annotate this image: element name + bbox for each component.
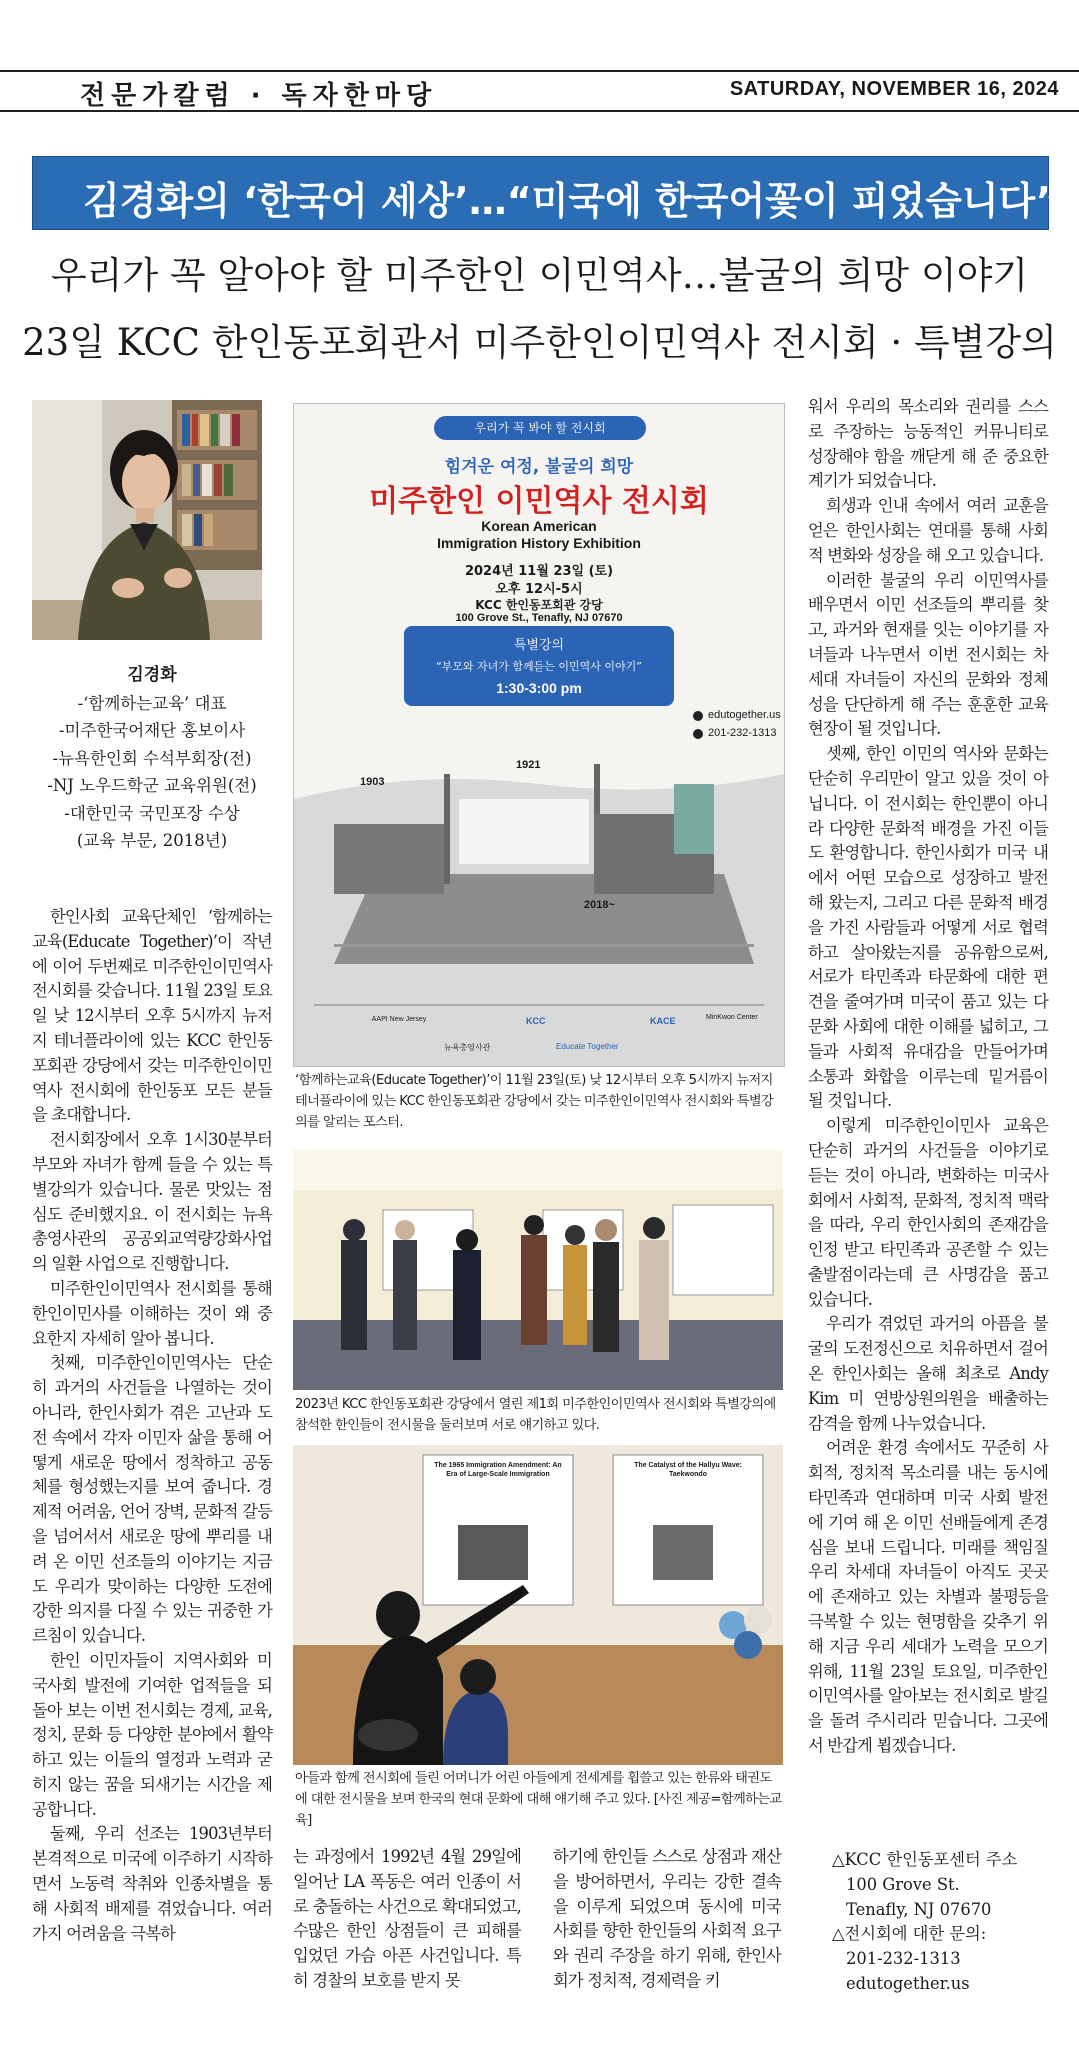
body-paragraph: 어려운 환경 속에서도 꾸준히 사회적, 정치적 목소리를 내는 동시에 타민족과 연대하며 미국 사회 발전에 기여 해 온 이민 선배들에게 존경심을 보내 드립니다. 미래를 책임질 우리 차세대 자녀들이 아직도 곳곳에 존재하고 있는 차별과 불평등을 극복할 수 있는 현명함을 갖추기 위해 지금 우리 세대가 노력을 모으기 위해, 11월 23일 토요일, 미주한인이민역사를 알아보는 전시회로 발길을 돌려 주시리라 믿습니다. 그곳에서 반갑게 뵙겠습니다.	[808, 1438, 1048, 1756]
author-bio	[32, 662, 272, 855]
author-photo	[32, 400, 262, 640]
poster-logo: KACE	[650, 1016, 676, 1026]
poster-phone: 201-232-1313	[708, 727, 777, 739]
poster-caption: ‘함께하는교육(Educate Together)’이 11월 23일(토) 낮 12시부터 오후 5시까지 뉴저지 테너플라이에 있는 KCC 한인동포회관 강당에서 갖는 미주한인이민역사 전시회와 특별강의를 알리는 포스터.	[295, 1073, 774, 1130]
body-paragraph: 첫째, 미주한인이민역사는 단순히 과거의 사건들을 나열하는 것이 아니라, 한인사회가 겪은 고난과 도전 속에서 각자 이민자 삶을 통해 어떻게 새로운 땅에서 정착하고 공동체를 형성했는지를 보여 줍니다. 경제적 어려움, 언어 장벽, 문화적 갈등을 넘어서서 새로운 땅에 뿌리를 내려 온 이민 선조들의 이야기는 지금도 우리가 맞이하는 다양한 도전에 강한 의지를 다질 수 있는 귀중한 가르침이 있습니다.	[32, 1353, 272, 1646]
body-paragraph: 하기에 한인들 스스로 상점과 재산을 방어하면서, 우리는 강한 결속을 이루게 되었으며 동시에 미국 사회를 향한 한인들의 사회적 요구와 권리 주장을 하기 위해, 한인사회가 정치적, 경제력을 키	[553, 1847, 781, 1990]
body-paragraph: 미주한인이민역사 전시회를 통해 한인이민사를 이해하는 것이 왜 중요한지 자세히 알아 봅니다.	[32, 1278, 272, 1348]
subheadline-1: 우리가 꼭 알아야 할 미주한인 이민역사…불굴의 희망 이야기	[50, 254, 1029, 297]
author-title: -미주한국어재단 홍보이사	[58, 721, 246, 740]
body-column-right	[808, 395, 1048, 1759]
poster-logo: AAPI New Jersey	[371, 1016, 427, 1023]
poster-slogan: 힘겨운 여정, 불굴의 희망	[444, 457, 634, 477]
poster-lecture-title: “부모와 자녀가 함께듣는 이민역사 이야기”	[435, 660, 643, 673]
author-title: -‘함께하는교육’ 대표	[77, 693, 227, 713]
poster-date: 2024년 11월 23일 (토)	[464, 564, 614, 579]
body-paragraph: 전시회장에서 오후 1시30분부터 부모와 자녀가 함께 들을 수 있는 특별강의가 있습니다. 물론 맛있는 점심도 준비했지요. 이 전시회는 뉴욕총영사관의 공공외교역량강화사업의 일환 사업으로 진행합니다.	[32, 1130, 272, 1274]
exhibit-board-immigration: The 1965 Immigration Amendment: An Era of Large-Scale Immigration	[434, 1462, 562, 1478]
poster-logo: Educate Together	[556, 1042, 619, 1051]
contact-phone: 201-232-1313	[846, 1949, 961, 1969]
author-title: (교육 부문, 2018년)	[76, 831, 228, 850]
poster-lecture-time: 1:30-3:00 pm	[496, 680, 582, 696]
poster-year-2018: 2018~	[584, 899, 615, 911]
poster-logo: 뉴욕총영사관	[444, 1043, 491, 1052]
author-title: -뉴욕한인회 수석부회장(전)	[52, 748, 252, 768]
body-paragraph: 는 과정에서 1992년 4월 29일에 일어난 LA 폭동은 여러 인종이 서로 충돌하는 사건으로 확대되었고, 수많은 한인 상점들이 큰 피해를 입었던 가슴 아픈 사건입니다. 특히 경찰의 보호를 받지 못	[293, 1847, 521, 1990]
mother-son-illustration	[293, 1445, 783, 1765]
headline: 김경화의 ‘한국어 세상’…“미국에 한국어꽃이 피었습니다”	[83, 179, 1061, 223]
exhibition-hall-photo	[293, 1150, 783, 1390]
contact-info	[832, 1848, 1017, 1997]
exhibition-poster	[293, 403, 785, 1067]
issue-date: SATURDAY, NOVEMBER 16, 2024	[729, 78, 1059, 100]
headline-banner	[32, 156, 1061, 230]
author-title: -NJ 노우드학군 교육위원(전)	[47, 776, 257, 795]
body-paragraph: 한인 이민자들이 지역사회와 미국사회 발전에 기여한 업적들을 되돌아 보는 이번 전시회는 경제, 교육, 정치, 문화 등 다양한 분야에서 활약하고 있는 이들의 열정과 노력과 굳히지 않는 꿈을 되새기는 시간을 제공합니다.	[32, 1650, 272, 1819]
poster-year-1903: 1903	[360, 776, 385, 788]
section-masthead	[0, 70, 1079, 112]
author-title: -대한민국 국민포장 수상	[64, 803, 240, 823]
body-paragraph: 셋째, 한인 이민의 역사와 문화는 단순히 우리만이 알고 있을 것이 아닙니다. 이 전시회는 한인뿐이 아니라 다양한 문화적 배경을 가진 이들도 환영합니다. 한인사회가 미국 내에서 어떤 모습으로 성장하고 발전해 왔는지, 그리고 다른 문화적 배경을 가진 사람들과 어떻게 서로 협력하고 살아왔는지를 공유함으로써, 서로가 타민족과 타문화에 대한 편견을 줄여가며 미국이 품고 있는 다문화 사회에 대한 이해를 넓히고, 그들과 사회적 유대감을 만들어가며 소통과 화합을 이루는데 밑거름이 될 것입니다.	[808, 744, 1048, 1111]
poster-title-english-2: Immigration History Exhibition	[437, 535, 641, 551]
mother-son-photo-caption: 아들과 함께 전시회에 들린 어머니가 어린 아들에게 전세계를 휩쓸고 있는 한류와 태권도에 대한 전시물을 보며 한국의 현대 문화에 대해 얘기해 주고 있다. [사진 제공=함께하는교육]	[295, 1771, 782, 1828]
body-paragraph: 워서 우리의 목소리와 권리를 스스로 주장하는 능동적인 커뮤니티로 성장해야 함을 깨닫게 해 준 중요한 계기가 되었습니다.	[808, 397, 1048, 491]
poster-title: 미주한인 이민역사 전시회	[369, 484, 709, 519]
hall-photo-caption: 2023년 KCC 한인동포회관 강당에서 열린 제1회 미주한인이민역사 전시회와 특별강의에 참석한 한인들이 전시물을 둘러보며 서로 얘기하고 있다.	[295, 1397, 776, 1433]
contact-street: 100 Grove St.	[846, 1874, 960, 1894]
body-column-mid-1	[293, 1845, 521, 1994]
poster-address: 100 Grove St., Tenafly, NJ 07670	[455, 612, 623, 624]
author-portrait-illustration	[32, 400, 262, 640]
body-paragraph: 둘째, 우리 선조는 1903년부터 본격적으로 미국에 이주하기 시작하면서 노동력 착취와 인종차별을 통해 사회적 배제를 겪었습니다. 여러가지 어려움을 극복하	[32, 1824, 272, 1943]
poster-tag: 우리가 꼭 봐야 할 전시회	[474, 421, 606, 435]
body-paragraph: 이렇게 미주한인이민사 교육은 단순히 과거의 사건들을 이야기로 듣는 것이 아니라, 변화하는 미국사회에서 사회적, 문화적, 정치적 맥락을 따라, 우리 한인사회의 존재감을 인정 받고 타민족과 공존할 수 있는 출발점이라는데 큰 사명감을 품고 있습니다.	[808, 1116, 1048, 1309]
poster-time: 오후 12시-5시	[495, 582, 583, 597]
contact-city: Tenafly, NJ 07670	[846, 1899, 992, 1919]
contact-web: edutogether.us	[846, 1973, 970, 1993]
poster-venue: KCC 한인동포회관 강당	[475, 598, 603, 612]
poster-logo: KCC	[526, 1016, 546, 1026]
poster-logo: MinKwon Center	[706, 1014, 758, 1021]
subheadline-2: 23일 KCC 한인동포회관서 미주한인이민역사 전시회 · 특별강의	[22, 321, 1057, 364]
section-name: 전문가칼럼 · 독자한마당	[80, 81, 438, 111]
body-column-mid-2	[553, 1845, 781, 1994]
author-name: 김경화	[127, 665, 177, 685]
mother-son-photo	[293, 1445, 783, 1765]
body-paragraph: 이러한 불굴의 우리 이민역사를 배우면서 이민 선조들의 뿌리를 찾고, 과거와 현재를 잇는 이야기를 자녀들과 나누면서 이번 전시회는 차세대 자녀들이 자신의 문화와 정체성을 단단하게 해 주는 훈훈한 교육현장이 될 것입니다.	[808, 570, 1048, 739]
exhibit-board-taekwondo: The Catalyst of the Hallyu Wave: Taekwondo	[634, 1462, 742, 1478]
contact-inquiry-label: △전시회에 대한 문의:	[832, 1924, 987, 1944]
poster-web: edutogether.us	[708, 709, 781, 721]
poster-year-1921: 1921	[516, 759, 541, 771]
body-paragraph: 우리가 겪었던 과거의 아픔을 불굴의 도전정신으로 치유하면서 걸어 온 한인사회는 올해 최초로 Andy Kim 미 연방상원의원을 배출하는 감격을 함께 나누었습니다.	[808, 1314, 1048, 1433]
body-paragraph: 한인사회 교육단체인 ‘함께하는교육(Educate Together)’이 작년에 이어 두번째로 미주한인이민역사 전시회를 갖습니다. 11월 23일 토요일 낮 12시부터 오후 5시까지 뉴저지 테너플라이에 있는 KCC 한인동포회관 강당에서 갖는 미주한인이민역사 전시회에 한인동포 모든 분들을 초대합니다.	[32, 907, 272, 1125]
contact-address-label: △KCC 한인동포센터 주소	[832, 1850, 1018, 1869]
body-column-left	[32, 905, 272, 1946]
body-paragraph: 희생과 인내 속에서 여러 교훈을 얻은 한인사회는 연대를 통해 사회적 변화와 성장을 해 오고 있습니다.	[808, 496, 1048, 565]
poster-title-english-1: Korean American	[481, 518, 597, 534]
exhibition-hall-illustration	[293, 1150, 783, 1390]
poster-lecture-label: 특별강의	[513, 638, 565, 653]
